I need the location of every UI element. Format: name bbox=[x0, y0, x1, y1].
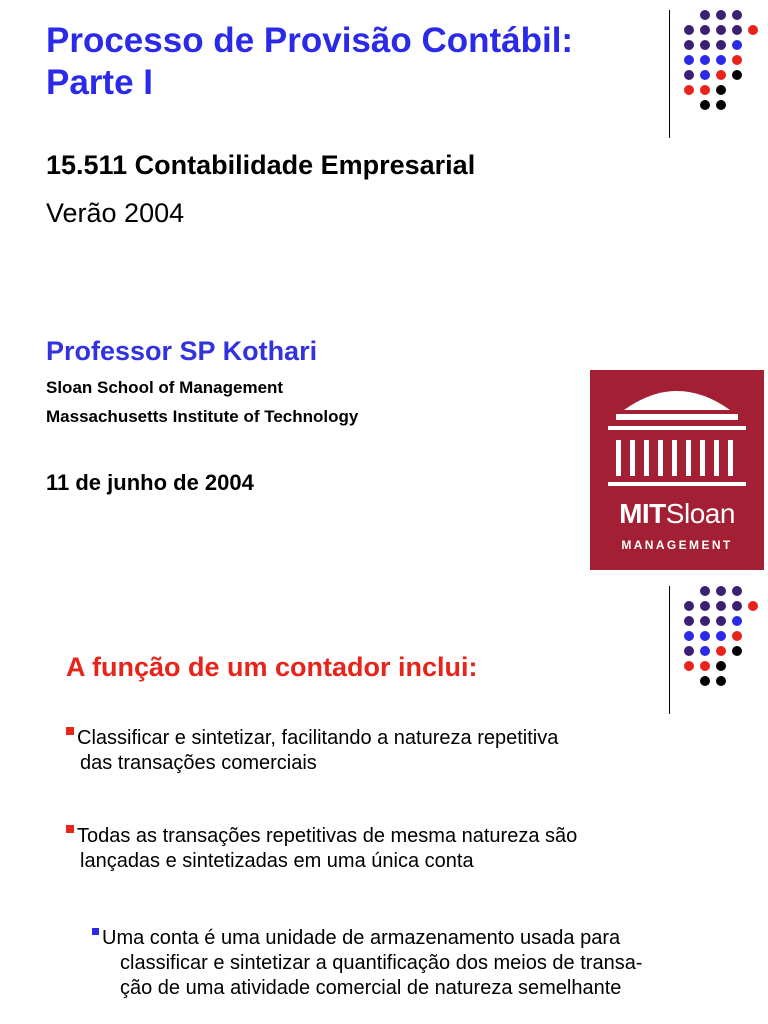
decorative-dot bbox=[716, 55, 726, 65]
blue-square-bullet-icon bbox=[92, 928, 99, 935]
title-line-2: Parte I bbox=[46, 63, 153, 102]
title-line-1: Processo de Provisão Contábil: bbox=[46, 21, 574, 60]
decorative-dot bbox=[684, 55, 694, 65]
divider-line bbox=[669, 10, 670, 138]
decorative-dot bbox=[700, 676, 710, 686]
logo-tagline: MANAGEMENT bbox=[621, 538, 733, 552]
decorative-dot bbox=[700, 601, 710, 611]
decorative-dot bbox=[732, 631, 742, 641]
decorative-dot bbox=[716, 25, 726, 35]
bullet-item: Classificar e sintetizar, facilitando a natureza repetitiva das transações comerciais bbox=[66, 726, 558, 776]
decorative-dot bbox=[684, 70, 694, 80]
decorative-dot bbox=[732, 586, 742, 596]
decorative-dot bbox=[700, 25, 710, 35]
decorative-dot bbox=[732, 55, 742, 65]
course-name: 15.511 Contabilidade Empresarial bbox=[46, 150, 476, 180]
decorative-dot bbox=[732, 616, 742, 626]
decorative-dot bbox=[732, 70, 742, 80]
decorative-dot bbox=[684, 601, 694, 611]
decorative-dot bbox=[684, 646, 694, 656]
bullet-item: Todas as transações repetitivas de mesma natureza são lançadas e sintetizadas em uma única conta bbox=[66, 824, 577, 874]
decorative-dot bbox=[700, 616, 710, 626]
logo-wordmark: MITSloan bbox=[619, 498, 735, 529]
mit-sloan-logo bbox=[590, 370, 764, 570]
decorative-dot bbox=[684, 631, 694, 641]
decorative-dot bbox=[700, 40, 710, 50]
decorative-dot bbox=[716, 676, 726, 686]
decorative-dot bbox=[732, 25, 742, 35]
affiliation-school: Sloan School of Management bbox=[46, 378, 284, 397]
decorative-dot bbox=[700, 100, 710, 110]
decorative-dot bbox=[684, 85, 694, 95]
decorative-dot bbox=[716, 85, 726, 95]
decorative-dot bbox=[684, 25, 694, 35]
decorative-dot bbox=[716, 10, 726, 20]
decorative-dot bbox=[716, 70, 726, 80]
decorative-dot bbox=[716, 661, 726, 671]
affiliation-institute: Massachusetts Institute of Technology bbox=[46, 407, 359, 426]
term: Verão 2004 bbox=[46, 198, 185, 228]
slide-2 bbox=[0, 584, 768, 1024]
decorative-dot bbox=[716, 40, 726, 50]
sub-bullet-item: Uma conta é uma unidade de armazenamento usada para classificar e sintetizar a quantificação dos meios de transa- ção de uma atividade comercial de natureza semelhante bbox=[92, 926, 642, 1001]
decorative-dot bbox=[700, 10, 710, 20]
decorative-dot bbox=[684, 40, 694, 50]
decorative-dot bbox=[700, 85, 710, 95]
decorative-dot bbox=[700, 70, 710, 80]
presentation-date: 11 de junho de 2004 bbox=[46, 470, 254, 495]
divider-line bbox=[669, 586, 670, 714]
decorative-dot bbox=[732, 601, 742, 611]
dome-building-icon bbox=[590, 370, 764, 490]
decorative-dot bbox=[700, 55, 710, 65]
decorative-dot bbox=[716, 631, 726, 641]
decorative-dot bbox=[684, 661, 694, 671]
decorative-dot bbox=[684, 616, 694, 626]
decorative-dot bbox=[732, 40, 742, 50]
decorative-dot bbox=[700, 646, 710, 656]
decorative-dot bbox=[732, 10, 742, 20]
slide-title: A função de um contador inclui: bbox=[66, 652, 478, 682]
decorative-dot bbox=[716, 601, 726, 611]
red-square-bullet-icon bbox=[66, 727, 74, 735]
decorative-dot bbox=[748, 25, 758, 35]
decorative-dot bbox=[700, 631, 710, 641]
decorative-dot bbox=[700, 586, 710, 596]
decorative-dot bbox=[732, 646, 742, 656]
slide-title bbox=[46, 20, 573, 104]
decorative-dot bbox=[700, 661, 710, 671]
decorative-dot bbox=[748, 601, 758, 611]
decorative-dot bbox=[716, 100, 726, 110]
decorative-dot bbox=[716, 646, 726, 656]
red-square-bullet-icon bbox=[66, 825, 74, 833]
decorative-dot bbox=[716, 586, 726, 596]
decorative-dot bbox=[716, 616, 726, 626]
professor-name: Professor SP Kothari bbox=[46, 336, 318, 366]
